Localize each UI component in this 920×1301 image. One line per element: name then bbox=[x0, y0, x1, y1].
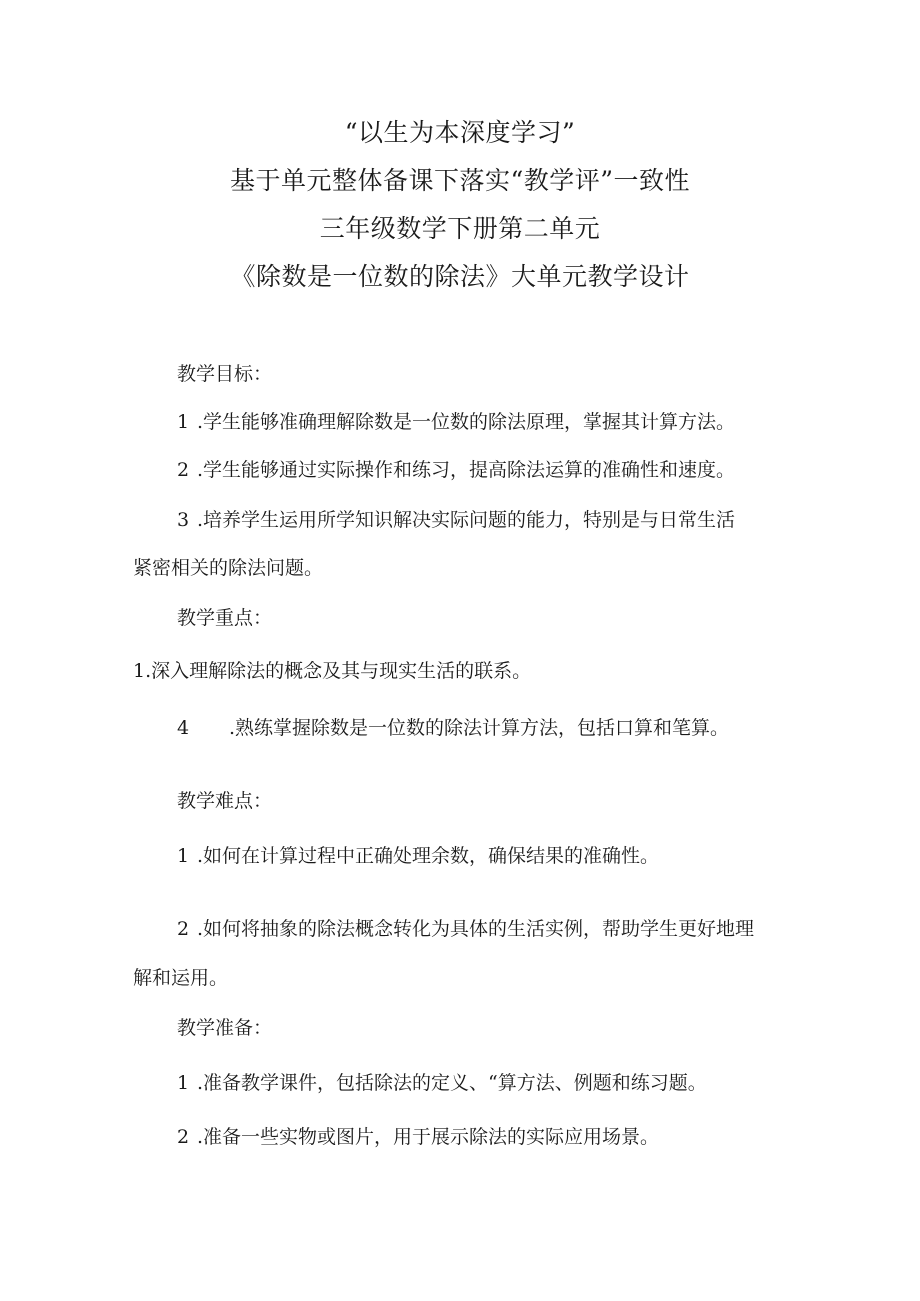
difficulties-heading: 教学难点： bbox=[177, 790, 273, 812]
item-text: .准备教学课件，包括除法的定义、“算方法、例题和练习题。 bbox=[197, 1072, 707, 1094]
item-text: .培养学生运用所学知识解决实际问题的能力，特别是与日常生活 bbox=[197, 509, 736, 531]
objective-item-1 bbox=[177, 409, 735, 435]
item-text: .熟练掌握除数是一位数的除法计算方法，包括口算和笔算。 bbox=[229, 717, 730, 739]
item-text: .深入理解除法的概念及其与现实生活的联系。 bbox=[145, 660, 532, 682]
key-point-item-1 bbox=[133, 658, 531, 684]
objective-item-3 bbox=[177, 507, 735, 533]
key-point-item-2 bbox=[177, 715, 729, 741]
item-number: 2 bbox=[177, 1126, 190, 1148]
item-text: .学生能够通过实际操作和练习，提高除法运算的准确性和速度。 bbox=[197, 459, 736, 481]
item-text: .准备一些实物或图片，用于展示除法的实际应用场景。 bbox=[197, 1126, 660, 1148]
key-points-heading: 教学重点： bbox=[177, 607, 273, 629]
item-number: 1 bbox=[133, 660, 146, 682]
objective-item-3-continued: 紧密相关的除法问题。 bbox=[133, 557, 324, 579]
difficulty-item-1 bbox=[177, 843, 659, 869]
difficulty-item-2 bbox=[177, 916, 754, 942]
item-number: 1 bbox=[177, 411, 190, 433]
title-line-1: “以生为本深度学习” bbox=[344, 118, 576, 147]
item-text: .如何在计算过程中正确处理余数，确保结果的准确性。 bbox=[197, 845, 660, 867]
preparation-item-1 bbox=[177, 1070, 707, 1096]
item-number: 3 bbox=[177, 509, 190, 531]
title-line-4: 《除数是一位数的除法》大单元教学设计 bbox=[230, 262, 690, 291]
item-number: 2 bbox=[177, 918, 190, 940]
objectives-heading: 教学目标： bbox=[177, 363, 273, 385]
item-number: 2 bbox=[177, 459, 190, 481]
item-text: .如何将抽象的除法概念转化为具体的生活实例，帮助学生更好地理 bbox=[197, 918, 755, 940]
objective-item-2 bbox=[177, 457, 735, 483]
item-number: 1 bbox=[177, 1072, 190, 1094]
title-line-3: 三年级数学下册第二单元 bbox=[319, 214, 601, 243]
item-number: 1 bbox=[177, 845, 190, 867]
item-number: 4 bbox=[177, 717, 190, 739]
preparation-heading: 教学准备： bbox=[177, 1017, 273, 1039]
preparation-item-2 bbox=[177, 1124, 659, 1150]
item-text: .学生能够准确理解除数是一位数的除法原理，掌握其计算方法。 bbox=[197, 411, 736, 433]
difficulty-item-2-continued: 解和运用。 bbox=[133, 967, 229, 989]
title-line-2: 基于单元整体备课下落实“教学评”一致性 bbox=[229, 166, 691, 195]
